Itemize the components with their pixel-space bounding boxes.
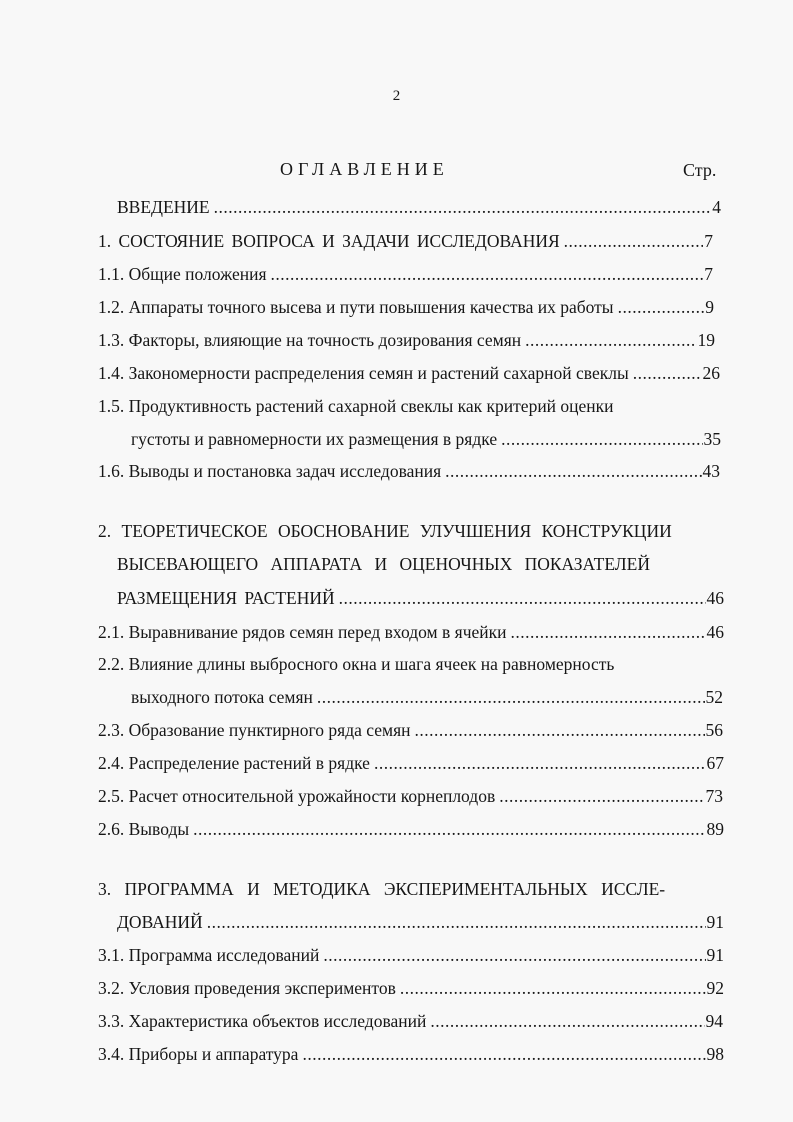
toc-entry-text: 1.6. Выводы и постановка задач исследования: [98, 461, 442, 481]
toc-entry-2-2-line2: [131, 686, 723, 710]
toc-title: ОГЛАВЛЕНИЕ: [280, 159, 449, 179]
toc-entry-text: 3.2. Условия проведения экспериментов: [98, 978, 396, 998]
dot-leader: [214, 196, 712, 218]
toc-entry-page: 9: [705, 297, 714, 317]
toc-entry-text: 1.1. Общие положения: [98, 264, 267, 284]
toc-entry-page: 7: [704, 264, 713, 284]
dot-leader: [499, 785, 704, 807]
toc-entry-page: 19: [697, 330, 715, 350]
toc-entry-text: 2.1. Выравнивание рядов семян перед входом в ячейки: [98, 622, 507, 642]
toc-entry-2-5: [98, 785, 723, 809]
toc-entry-chapter-2-line3: [117, 587, 724, 611]
toc-entry-page: 94: [705, 1011, 723, 1031]
toc-entry-page: 4: [712, 197, 721, 217]
toc-entry-chapter-3-line2: [117, 911, 724, 935]
toc-entry-page: 35: [703, 429, 721, 449]
toc-entry-2-4: [98, 752, 724, 776]
toc-entry-1-1: [98, 263, 713, 287]
toc-entry-intro: [117, 196, 721, 220]
toc-entry-3-1: [98, 944, 724, 968]
toc-entry-text: 2.4. Распределение растений в рядке: [98, 753, 370, 773]
toc-entry-3-2: [98, 977, 724, 1001]
toc-entry-2-2-line1: 2.2. Влияние длины выбросного окна и шага ячеек на равномерность: [98, 654, 615, 674]
toc-entry-page: 46: [706, 622, 724, 642]
dot-leader: [525, 329, 696, 351]
toc-entry-2-1: [98, 621, 724, 645]
toc-entry-page: 92: [706, 978, 724, 998]
toc-entry-text: ВВЕДЕНИЕ: [117, 197, 210, 217]
dot-leader: [415, 719, 705, 741]
toc-entry-text: 3.1. Программа исследований: [98, 945, 320, 965]
toc-entry-chapter-2-line2: ВЫСЕВАЮЩЕГО АППАРАТА И ОЦЕНОЧНЫХ ПОКАЗАТЕЛЕЙ: [117, 554, 650, 574]
toc-entry-text: 2.3. Образование пунктирного ряда семян: [98, 720, 411, 740]
dot-leader: [271, 263, 704, 285]
dot-leader: [511, 621, 706, 643]
dot-leader: [317, 686, 705, 708]
toc-entry-chapter-1: [98, 230, 713, 254]
dot-leader: [374, 752, 706, 774]
toc-entry-page: 26: [702, 363, 720, 383]
toc-entry-text: 1. СОСТОЯНИЕ ВОПРОСА И ЗАДАЧИ ИССЛЕДОВАНИЯ: [98, 231, 560, 251]
toc-entry-3-4: [98, 1043, 724, 1067]
dot-leader: [618, 296, 705, 318]
toc-entry-text: 1.2. Аппараты точного высева и пути повышения качества их работы: [98, 297, 614, 317]
toc-entry-text: ДОВАНИЙ: [117, 912, 203, 932]
toc-entry-text: густоты и равномерности их размещения в рядке: [131, 429, 498, 449]
toc-entry-page: 43: [702, 461, 720, 481]
toc-entry-page: 46: [706, 588, 724, 608]
toc-entry-2-6: [98, 818, 724, 842]
toc-entry-page: 91: [706, 945, 724, 965]
toc-entry-page: 89: [706, 819, 724, 839]
dot-leader: [501, 428, 702, 450]
toc-entry-text: 1.3. Факторы, влияющие на точность дозирования семян: [98, 330, 522, 350]
toc-entry-chapter-3-line1: 3. ПРОГРАММА И МЕТОДИКА ЭКСПЕРИМЕНТАЛЬНЫХ ИССЛЕ-: [98, 879, 666, 899]
dot-leader: [633, 362, 702, 384]
toc-entry-1-4: [98, 362, 720, 386]
dot-leader: [339, 587, 706, 609]
toc-entry-1-5-line1: 1.5. Продуктивность растений сахарной свеклы как критерий оценки: [98, 396, 614, 416]
toc-entry-text: 3.4. Приборы и аппаратура: [98, 1044, 299, 1064]
toc-entry-1-3: [98, 329, 715, 353]
toc-entry-text: 1.4. Закономерности распределения семян и растений сахарной свеклы: [98, 363, 629, 383]
toc-entry-1-2: [98, 296, 714, 320]
dot-leader: [207, 911, 706, 933]
toc-entry-page: 7: [704, 231, 713, 251]
toc-entry-page: 67: [706, 753, 724, 773]
dot-leader: [430, 1010, 704, 1032]
toc-entry-page: 98: [706, 1044, 724, 1064]
toc-entry-chapter-2-line1: 2. ТЕОРЕТИЧЕСКОЕ ОБОСНОВАНИЕ УЛУЧШЕНИЯ КОНСТРУКЦИИ: [98, 521, 672, 541]
page-number: 2: [392, 88, 401, 104]
toc-entry-page: 73: [705, 786, 723, 806]
dot-leader: [302, 1043, 705, 1065]
toc-entry-text: 2.6. Выводы: [98, 819, 190, 839]
toc-entry-text: РАЗМЕЩЕНИЯ РАСТЕНИЙ: [117, 588, 335, 608]
dot-leader: [323, 944, 705, 966]
dot-leader: [564, 230, 704, 252]
toc-entry-text: выходного потока семян: [131, 687, 313, 707]
page-column-label: Стр.: [683, 160, 717, 180]
toc-entry-2-3: [98, 719, 723, 743]
toc-entry-text: 2.5. Расчет относительной урожайности корнеплодов: [98, 786, 496, 806]
toc-entry-3-3: [98, 1010, 723, 1034]
toc-entry-page: 52: [705, 687, 723, 707]
toc-entry-1-5-line2: [131, 428, 721, 452]
dot-leader: [445, 460, 701, 482]
toc-entry-page: 91: [706, 912, 724, 932]
dot-leader: [400, 977, 706, 999]
toc-entry-page: 56: [705, 720, 723, 740]
toc-entry-text: 3.3. Характеристика объектов исследований: [98, 1011, 427, 1031]
toc-entry-1-6: [98, 460, 720, 484]
dot-leader: [193, 818, 705, 840]
